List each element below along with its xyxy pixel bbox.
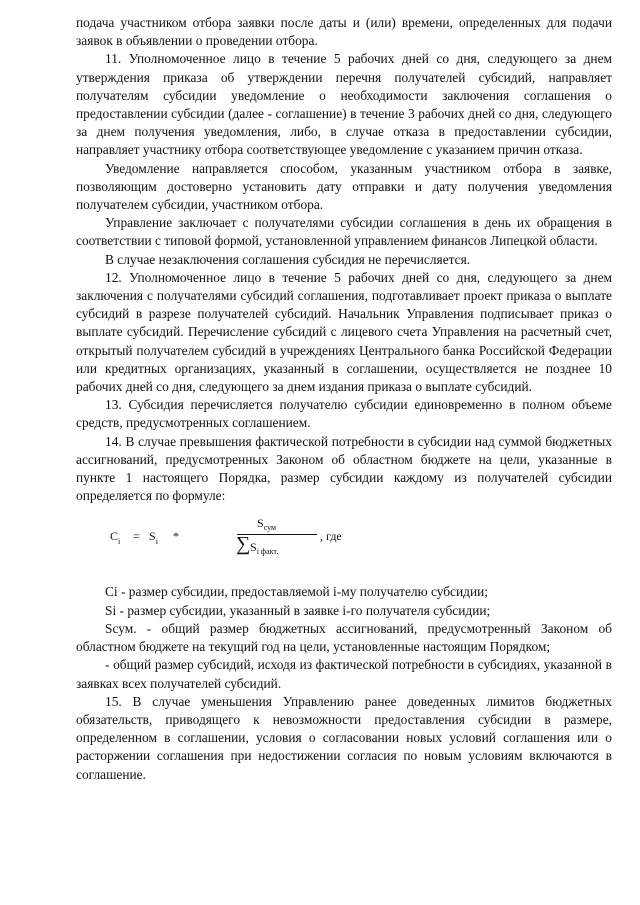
formula-suffix: , где bbox=[320, 529, 342, 544]
formula-denominator: S bbox=[250, 540, 257, 555]
paragraph-ssum-definition: Sсум. - общий размер бюджетных ассигнований, предусмотренный Законом об областном бюджете на текущий год на цели, установленные настоящим Порядком; bbox=[76, 620, 612, 655]
paragraph-no-agreement: В случае незаключения соглашения субсидия не перечисляется. bbox=[105, 251, 471, 267]
paragraph-item-11: 11. Уполномоченное лицо в течение 5 рабочих дней со дня, следующего за днем утверждения приказа об утверждении перечня получателей субсидий, направляет получателям субсидии уведомление о необходимости заключения соглашения о предоставлении субсидии (далее - соглашение) в течение 3 рабочих дней со дня, следующего за днем получения уведомления, либо, в случае отказа в предоставлении субсидии, направляет участнику отбора соответствующее уведомление с указанием причин отказа. bbox=[76, 51, 612, 158]
formula-times: * bbox=[173, 529, 179, 544]
formula-s: S bbox=[149, 529, 156, 544]
formula-lhs-sub: i bbox=[118, 537, 121, 547]
formula-denominator-sub: i факт. bbox=[256, 547, 279, 557]
formula-lhs: C bbox=[110, 529, 119, 544]
formula-s-sub: i bbox=[155, 537, 158, 547]
subsidy-formula bbox=[76, 511, 612, 569]
paragraph-ci-definition: Ci - размер субсидии, предоставляемой i-му получателю субсидии; bbox=[105, 584, 489, 600]
formula-numerator: S bbox=[257, 516, 264, 531]
paragraph-item-13: 13. Субсидия перечисляется получателю субсидии единовременно в полном объеме средств, предусмотренных соглашением. bbox=[76, 397, 612, 431]
paragraph-total-definition: - общий размер субсидий, исходя из фактической потребности в субсидиях, указанной в заявках всех получателей субсидий. bbox=[76, 657, 612, 691]
formula-sum-sign: ∑ bbox=[236, 533, 251, 556]
paragraph-si-definition: Si - размер субсидии, указанный в заявке i-го получателя субсидии; bbox=[105, 602, 491, 618]
formula-numerator-sub: сум bbox=[263, 523, 277, 533]
paragraph-notice: Уведомление направляется способом, указанным участником отбора в заявке, позволяющим достоверно установить дату отправки и дату получения уведомления получателем субсидии, участником отбора. bbox=[76, 160, 612, 213]
paragraph-item-15: 15. В случае уменьшения Управлению ранее доведенных лимитов бюджетных обязательств, приводящего к невозможности предоставления субсидии в размере, определенном в соглашении, условия о согласовании новых условий соглашения или о расторжении соглашения при недостижении согласия по новым условиям включаются в соглашение. bbox=[76, 693, 612, 782]
document-body bbox=[76, 14, 612, 784]
paragraph-item-12: 12. Уполномоченное лицо в течение 5 рабочих дней со дня, следующего за днем заключения с получателями субсидий соглашения, подготавливает проект приказа о выплате субсидий в разрезе получателей субсидий. Начальник Управления подписывает приказ о выплате субсидий. Перечисление субсидий с лицевого счета Управления на расчетный счет, открытый получателем субсидий в учреждениях Центрального банка Российской Федерации или кредитных организациях, указанный в соглашении, осуществляется не позднее 10 рабочих дней со дня, следующего за днем издания приказа о выплате субсидий. bbox=[76, 269, 612, 395]
formula-equals: = bbox=[133, 529, 140, 544]
paragraph-agreement: Управление заключает с получателями субсидии соглашения в день их обращения в соответствии с типовой формой, установленной управлением финансов Липецкой области. bbox=[76, 215, 612, 249]
paragraph-item-14: 14. В случае превышения фактической потребности в субсидии над суммой бюджетных ассигнований, предусмотренных Законом об областном бюджете на цели, указанные в пункте 1 настоящего Порядка, размер субсидии каждому из получателей субсидии определяется по формуле: bbox=[76, 433, 612, 504]
paragraph-continuation: подача участником отбора заявки после даты и (или) времени, определенных для подачи заявок в объявлении о проведении отбора. bbox=[76, 15, 612, 49]
